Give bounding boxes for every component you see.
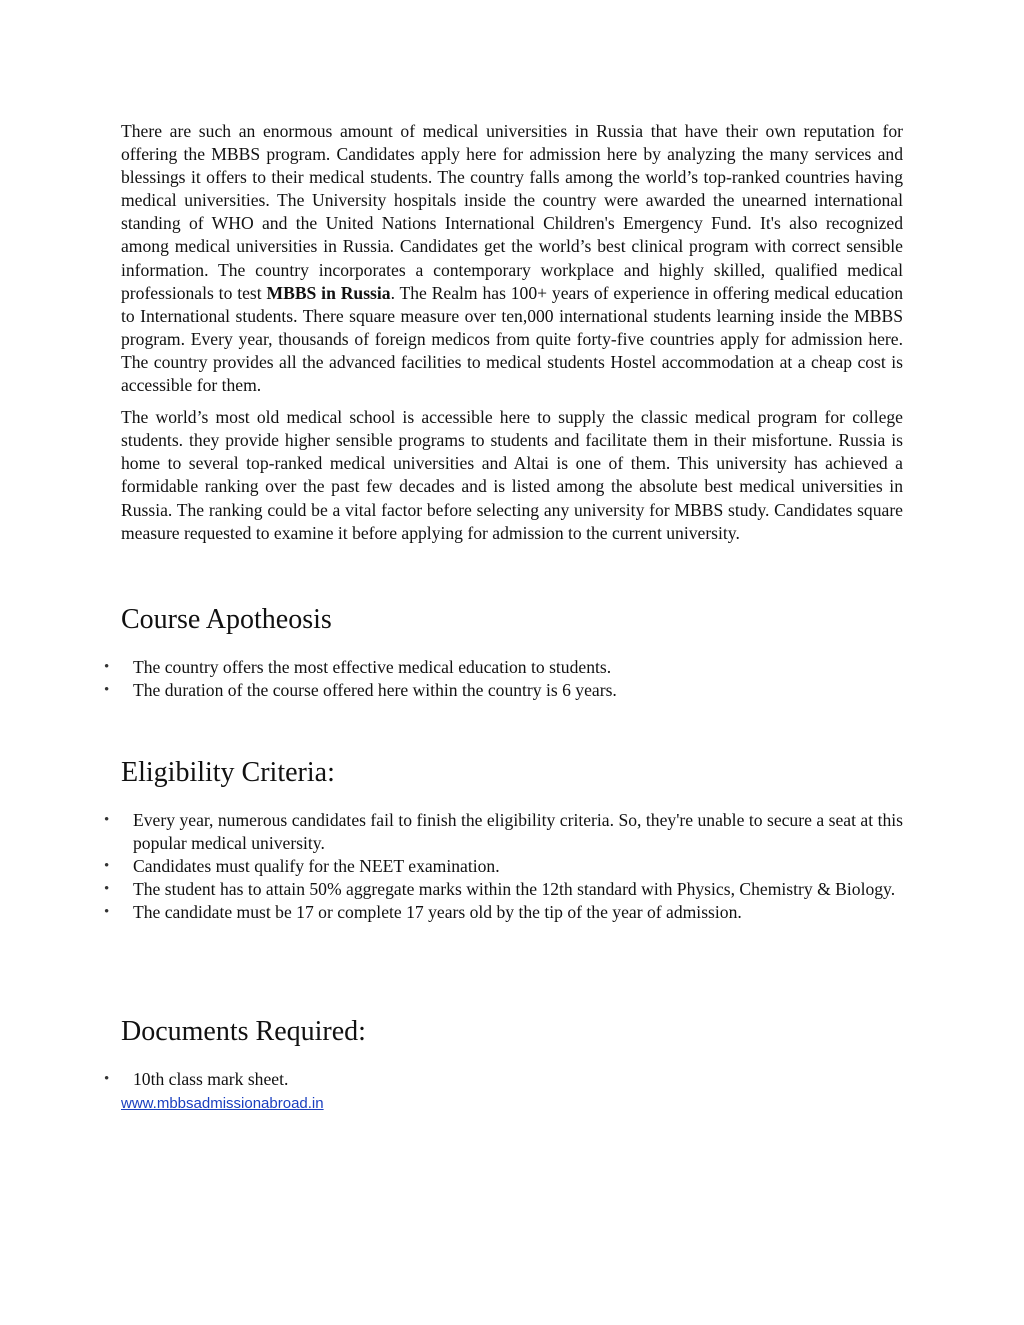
documents-required-heading: Documents Required: xyxy=(121,1016,366,1048)
documents-list xyxy=(104,1068,903,1091)
document-page xyxy=(104,120,904,1113)
list-item: • Candidates must qualify for the NEET examination. xyxy=(121,855,903,878)
bullet-icon: • xyxy=(104,681,110,698)
website-link[interactable]: www.mbbsadmissionabroad.in xyxy=(121,1095,324,1113)
bullet-icon: • xyxy=(104,658,110,675)
list-item: • The country offers the most effective medical education to students. xyxy=(121,656,903,679)
intro-text-end: . The Realm has 100+ years of experience in offering medical education to International students. There square measure over ten,000 international students learning inside the MBBS program. Every year, thousands of foreign medicos from quite forty-five countries apply for admission here. The country provides all the advanced facilities to medical students Hostel accommodation at a cheap cost is accessible for them. xyxy=(121,282,904,396)
list-item: • The duration of the course offered here within the country is 6 years. xyxy=(121,679,903,702)
bullet-icon: • xyxy=(104,1071,110,1088)
list-item: • 10th class mark sheet. xyxy=(121,1068,903,1091)
list-item: • The student has to attain 50% aggregate marks within the 12th standard with Physics, Chemistry & Biology. xyxy=(121,878,903,901)
intro-text-start: There are such an enormous amount of medical universities in Russia that have their own reputation for offering the MBBS program. Candidates apply here for admission here by analyzing the many services and blessings it offers to their medical students. The country falls among the world’s top-ranked countries having medical universities. The University hospitals inside the country were awarded the unearned international standing of WHO and the United Nations International Children's Emergency Fund. It's also recognized among medical universities in Russia. Candidates get the world’s best clinical program with correct sensible information. The country incorporates a contemporary workplace and highly skilled, qualified medical professionals to test xyxy=(121,121,903,303)
list-item: • Every year, numerous candidates fail to finish the eligibility criteria. So, they're unable to secure a seat at this popular medical university. xyxy=(104,809,903,853)
course-apotheosis-heading: Course Apotheosis xyxy=(121,603,332,635)
eligibility-list xyxy=(104,809,903,924)
second-paragraph: The world’s most old medical school is accessible here to supply the classic medical program for college students. they provide higher sensible programs to students and facilitate them in their misfortune. Russia is home to several top-ranked medical universities and Altai is one of them. This university has achieved a formidable ranking over the past few decades and is listed among the absolute best medical universities in Russia. The ranking could be a vital factor before selecting any university for MBBS study. Candidates square measure requested to examine it before applying for admission to the current university. xyxy=(121,407,903,543)
course-list xyxy=(104,656,903,702)
bullet-icon: • xyxy=(104,904,110,921)
bullet-icon: • xyxy=(104,858,110,875)
mbbs-in-russia-bold: MBBS in Russia xyxy=(266,282,391,303)
bullet-icon: • xyxy=(104,881,110,898)
list-item: • The candidate must be 17 or complete 17 years old by the tip of the year of admission. xyxy=(121,901,903,924)
eligibility-criteria-heading: Eligibility Criteria: xyxy=(121,756,335,788)
bullet-icon: • xyxy=(104,811,110,828)
intro-paragraph xyxy=(121,120,903,397)
